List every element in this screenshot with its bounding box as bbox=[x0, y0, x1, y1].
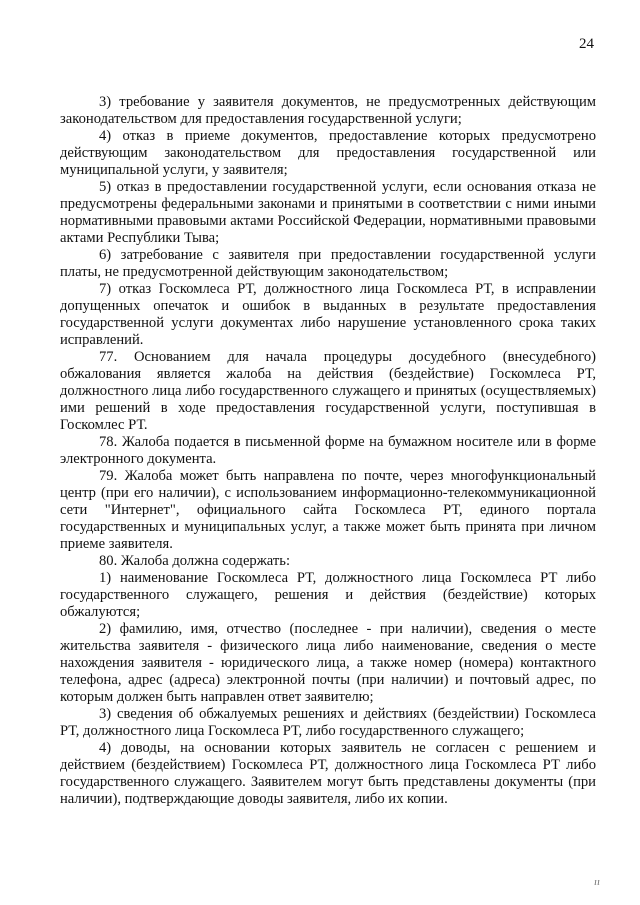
list-item-5-refusal-service: 5) отказ в предоставлении государственной услуги, если основания отказа не предусмотрены федеральными законами и принятыми в соответствии с ними иными нормативными правовыми актами Российской Федерации, нормативными правовыми актами Республики Тыва; bbox=[60, 179, 596, 246]
clause-78: 78. Жалоба подается в письменной форме на бумажном носителе или в форме электронного документа. bbox=[60, 434, 596, 467]
clause-80-item-4: 4) доводы, на основании которых заявитель не согласен с решением и действием (бездействием) Госкомлеса РТ, должностного лица Госкомлеса РТ либо государственного служащего. Заявителем могут быть представлены документы (при наличии), подтверждающие доводы заявителя, либо их копии. bbox=[60, 740, 596, 807]
scan-corner-mark: ıı bbox=[594, 876, 601, 888]
list-item-6-fee-demand: 6) затребование с заявителя при предоставлении государственной услуги платы, не предусмотренной действующим законодательством; bbox=[60, 247, 596, 280]
clause-79: 79. Жалоба может быть направлена по почте, через многофункциональный центр (при его наличии), с использованием информационно-телекоммуникационной сети "Интернет", официального сайта Госкомлеса РТ, единого портала государственных и муниципальных услуг, а также может быть принята при личном приеме заявителя. bbox=[60, 468, 596, 552]
document-body bbox=[60, 94, 596, 808]
clause-80-item-2: 2) фамилию, имя, отчество (последнее - при наличии), сведения о месте жительства заявителя - физического лица либо наименование, сведения о месте нахождения заявителя - юридического лица, а также номер (номера) контактного телефона, адрес (адреса) электронной почты (при наличии) и почтовый адрес, по которым должен быть направлен ответ заявителю; bbox=[60, 621, 596, 705]
list-item-3-requirement: 3) требование у заявителя документов, не предусмотренных действующим законодательством для предоставления государственной услуги; bbox=[60, 94, 596, 127]
list-item-4-refusal-documents: 4) отказ в приеме документов, предоставление которых предусмотрено действующим законодательством для предоставления государственной или муниципальной услуги, у заявителя; bbox=[60, 128, 596, 178]
clause-80-item-1: 1) наименование Госкомлеса РТ, должностного лица Госкомлеса РТ либо государственного служащего, решения и действия (бездействие) которых обжалуются; bbox=[60, 570, 596, 620]
page-number: 24 bbox=[579, 36, 594, 52]
list-item-7-correction-refusal: 7) отказ Госкомлеса РТ, должностного лица Госкомлеса РТ, в исправлении допущенных опечаток и ошибок в выданных в результате предоставления государственной услуги документах либо нарушение установленного срока таких исправлений. bbox=[60, 281, 596, 348]
clause-77: 77. Основанием для начала процедуры досудебного (внесудебного) обжалования является жалоба на действия (бездействие) Госкомлеса РТ, должностного лица либо государственного служащего и принятых (осуществляемых) ими решений в ходе предоставления государственной услуги, поступившая в Госкомлес РТ. bbox=[60, 349, 596, 433]
clause-80-item-3: 3) сведения об обжалуемых решениях и действиях (бездействии) Госкомлеса РТ, должностного лица Госкомлеса РТ, либо государственного служащего; bbox=[60, 706, 596, 739]
clause-80: 80. Жалоба должна содержать: bbox=[99, 553, 290, 569]
